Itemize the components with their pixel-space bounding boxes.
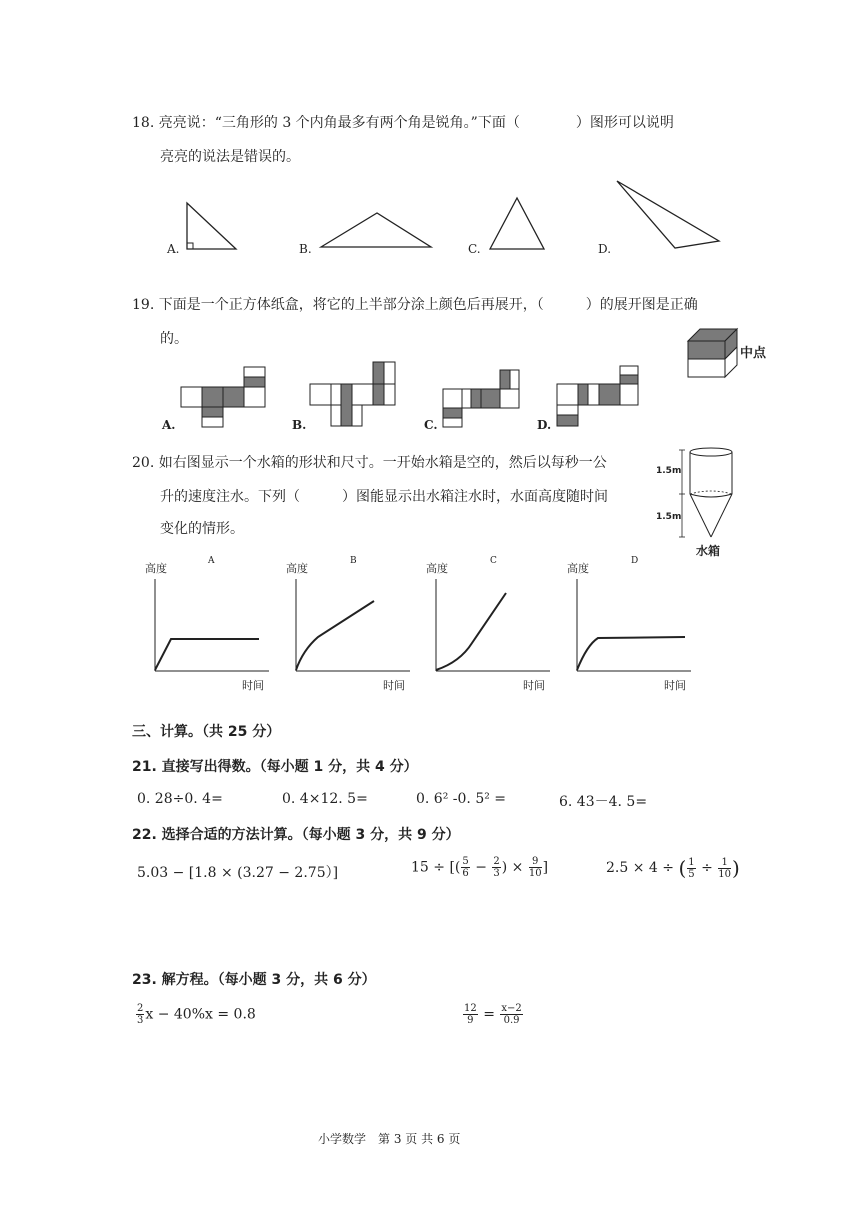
graph-a-x-label: 时间 <box>242 679 264 692</box>
q20-line1: 20. 如右图显示一个水箱的形状和尺寸。一开始水箱是空的，然后以每秒一公 <box>132 455 607 471</box>
page-footer: 小学数学 第 3 页 共 6 页 <box>318 1132 461 1146</box>
graph-b-y-label: 高度 <box>286 562 308 575</box>
q20-line2: 升的速度注水。下列（ ）图能显示出水箱注水时，水面高度随时间 <box>160 489 608 505</box>
q21-item-2: 0. 4×12. 5= <box>282 791 368 807</box>
q22-expr-1: 5.03 − [1.8 × (3.27 − 2.75）] <box>137 865 339 881</box>
graph-c-x-label: 时间 <box>523 679 545 692</box>
q19-line2: 的。 <box>160 331 188 347</box>
graph-d-title: D <box>631 556 639 566</box>
q19-line1: 19. 下面是一个正方体纸盒，将它的上半部分涂上颜色后再展开，（ ）的展开图是正确 <box>132 297 698 313</box>
graph-d-x-label: 时间 <box>664 679 686 692</box>
tank-top-height: 1.5m <box>656 466 682 476</box>
q18-option-a: A. <box>167 242 180 256</box>
graph-b-title: B <box>350 556 357 566</box>
graph-c-y-label: 高度 <box>426 562 448 575</box>
q23-title: 23. 解方程。（每小题 3 分，共 6 分） <box>132 972 376 988</box>
q18-line1: 18. 亮亮说：“三角形的 3 个内角最多有两个角是锐角。”下面（ ）图形可以说明 <box>132 115 674 131</box>
q21-item-4: 6. 43－4. 5= <box>559 794 648 810</box>
q18-option-c: C. <box>468 242 481 256</box>
graph-c <box>436 579 550 671</box>
q18-line2: 亮亮的说法是错误的。 <box>160 149 300 165</box>
graph-a-title: A <box>208 556 215 566</box>
q18-option-d: D. <box>598 242 612 256</box>
q23-equation-2: $\frac{12}{9}$ = $\frac{x-2}{0.9}$ <box>464 1003 522 1026</box>
graph-d <box>577 579 691 671</box>
q19-option-d: D. <box>537 418 552 432</box>
graph-a <box>155 579 269 671</box>
q20-line3: 变化的情形。 <box>160 521 244 537</box>
q23-equation-1: $\frac{2}{3}$ x − 40%x = 0.8 <box>137 1003 256 1026</box>
q19-option-a: A. <box>162 418 176 432</box>
graph-b <box>296 579 410 671</box>
q19-option-c: C. <box>424 418 438 432</box>
q22-expr-2: 15 ÷ [( $\frac{5}{6}$ − $\frac{2}{3}$ ) × $\frac{9}{10}$ ] <box>411 856 549 879</box>
q19-option-b: B. <box>292 418 307 432</box>
tank-caption: 水箱 <box>696 544 721 558</box>
graph-c-title: C <box>490 556 497 566</box>
q21-item-3: 0. 6² -0. 5² = <box>416 791 507 807</box>
graph-b-x-label: 时间 <box>383 679 405 692</box>
q22-expr-3: 2.5 × 4 ÷ ( $\frac{1}{5}$ ÷ $\frac{1}{10}$ ) <box>606 856 740 880</box>
q18-option-b: B. <box>299 242 312 256</box>
q22-title: 22. 选择合适的方法计算。（每小题 3 分，共 9 分） <box>132 827 460 843</box>
q21-item-1: 0. 28÷0. 4= <box>137 791 223 807</box>
cube-midpoint-label: 中点 <box>740 346 767 361</box>
section3-title: 三、计算。（共 25 分） <box>132 724 281 740</box>
tank-bottom-height: 1.5m <box>656 512 682 522</box>
graph-d-y-label: 高度 <box>567 562 589 575</box>
graph-a-y-label: 高度 <box>145 562 167 575</box>
q21-title: 21. 直接写出得数。（每小题 1 分，共 4 分） <box>132 759 418 775</box>
